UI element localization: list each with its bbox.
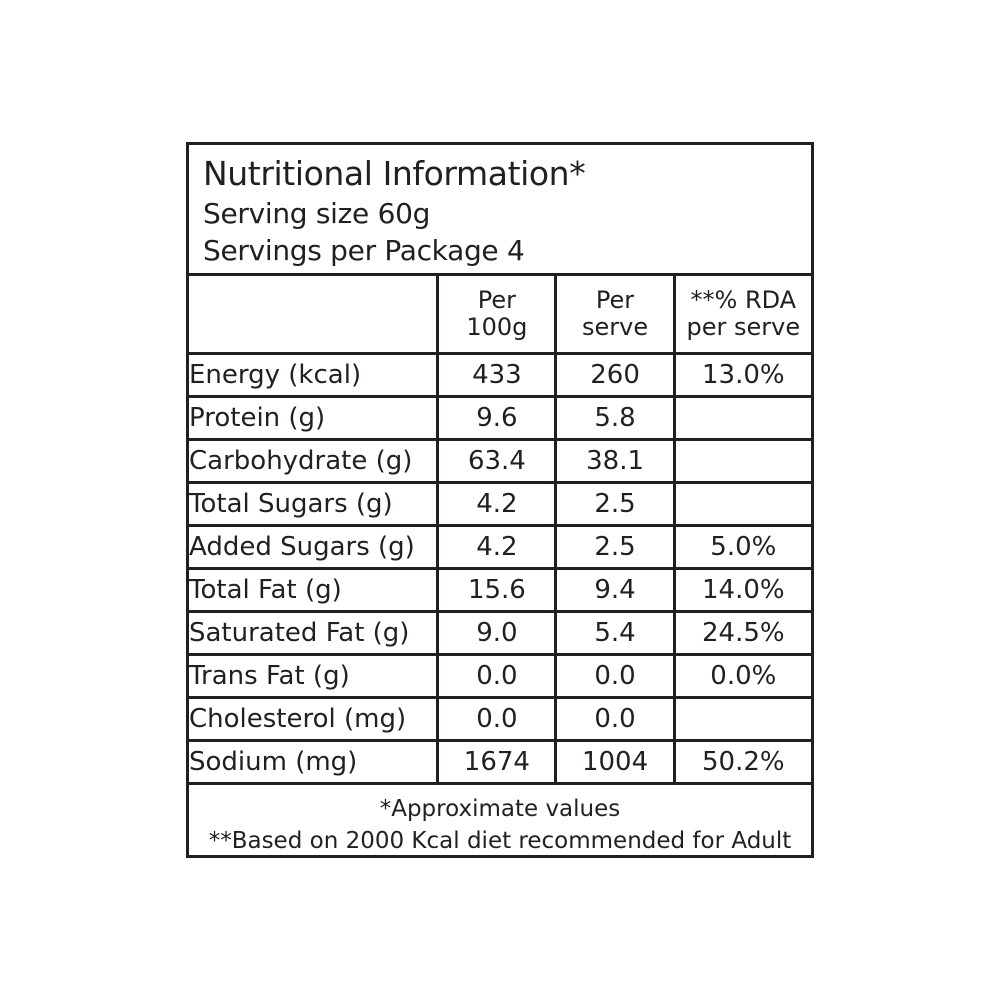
column-header-per-100g-line2: 100g bbox=[466, 313, 528, 341]
value-per-100g: 63.4 bbox=[438, 440, 556, 483]
nutrition-facts-panel bbox=[186, 142, 814, 858]
table-row bbox=[189, 569, 811, 612]
value-per-serve: 38.1 bbox=[556, 440, 674, 483]
value-rda: 24.5% bbox=[674, 612, 811, 655]
column-header-rda bbox=[674, 275, 811, 354]
servings-per-package-text: Servings per Package 4 bbox=[203, 234, 525, 267]
column-header-per-100g-line1: Per bbox=[477, 286, 516, 314]
column-header-rda-line1: **% RDA bbox=[690, 286, 797, 314]
table-row bbox=[189, 741, 811, 783]
column-header-per-serve-line2: serve bbox=[582, 313, 649, 341]
table-row bbox=[189, 397, 811, 440]
value-rda bbox=[674, 440, 811, 483]
footnotes bbox=[189, 782, 811, 865]
value-per-100g: 433 bbox=[438, 354, 556, 397]
table-row bbox=[189, 655, 811, 698]
nutrient-name: Protein (g) bbox=[189, 397, 438, 440]
value-rda bbox=[674, 397, 811, 440]
table-header-row bbox=[189, 275, 811, 354]
nutrient-name: Added Sugars (g) bbox=[189, 526, 438, 569]
value-per-100g: 9.0 bbox=[438, 612, 556, 655]
column-header-per-serve-line1: Per bbox=[595, 286, 635, 314]
nutrient-name: Cholesterol (mg) bbox=[189, 698, 438, 741]
table-row bbox=[189, 483, 811, 526]
value-per-serve: 0.0 bbox=[556, 655, 674, 698]
value-per-serve: 0.0 bbox=[556, 698, 674, 741]
nutrient-name: Sodium (mg) bbox=[189, 741, 438, 783]
column-header-nutrient bbox=[189, 275, 438, 354]
table-row bbox=[189, 526, 811, 569]
value-rda: 5.0% bbox=[674, 526, 811, 569]
page-title: Nutritional Information* bbox=[203, 154, 586, 193]
serving-size-text: Serving size 60g bbox=[203, 197, 431, 230]
value-per-serve: 1004 bbox=[556, 741, 674, 783]
nutrient-name: Trans Fat (g) bbox=[189, 655, 438, 698]
value-per-100g: 15.6 bbox=[438, 569, 556, 612]
column-header-per-100g bbox=[438, 275, 556, 354]
value-per-100g: 0.0 bbox=[438, 655, 556, 698]
table-row bbox=[189, 440, 811, 483]
table-row bbox=[189, 612, 811, 655]
value-per-100g: 1674 bbox=[438, 741, 556, 783]
footnote-rda-basis: **Based on 2000 Kcal diet recommended for Adult bbox=[208, 828, 792, 854]
value-per-100g: 9.6 bbox=[438, 397, 556, 440]
nutrition-table bbox=[189, 273, 811, 782]
value-rda: 13.0% bbox=[674, 354, 811, 397]
value-per-100g: 4.2 bbox=[438, 483, 556, 526]
nutrient-name: Total Fat (g) bbox=[189, 569, 438, 612]
value-rda: 14.0% bbox=[674, 569, 811, 612]
value-per-100g: 4.2 bbox=[438, 526, 556, 569]
value-per-serve: 2.5 bbox=[556, 483, 674, 526]
value-rda bbox=[674, 698, 811, 741]
value-per-serve: 9.4 bbox=[556, 569, 674, 612]
value-per-100g: 0.0 bbox=[438, 698, 556, 741]
value-per-serve: 260 bbox=[556, 354, 674, 397]
value-per-serve: 2.5 bbox=[556, 526, 674, 569]
value-per-serve: 5.4 bbox=[556, 612, 674, 655]
nutrient-name: Saturated Fat (g) bbox=[189, 612, 438, 655]
value-rda bbox=[674, 483, 811, 526]
nutrient-name: Carbohydrate (g) bbox=[189, 440, 438, 483]
value-rda: 0.0% bbox=[674, 655, 811, 698]
value-rda: 50.2% bbox=[674, 741, 811, 783]
column-header-per-serve bbox=[556, 275, 674, 354]
footnote-approximate-values: *Approximate values bbox=[379, 796, 621, 822]
value-per-serve: 5.8 bbox=[556, 397, 674, 440]
column-header-rda-line2: per serve bbox=[686, 313, 801, 341]
table-row bbox=[189, 698, 811, 741]
panel-header bbox=[189, 145, 811, 269]
table-row bbox=[189, 354, 811, 397]
nutrient-name: Energy (kcal) bbox=[189, 354, 438, 397]
nutrient-name: Total Sugars (g) bbox=[189, 483, 438, 526]
